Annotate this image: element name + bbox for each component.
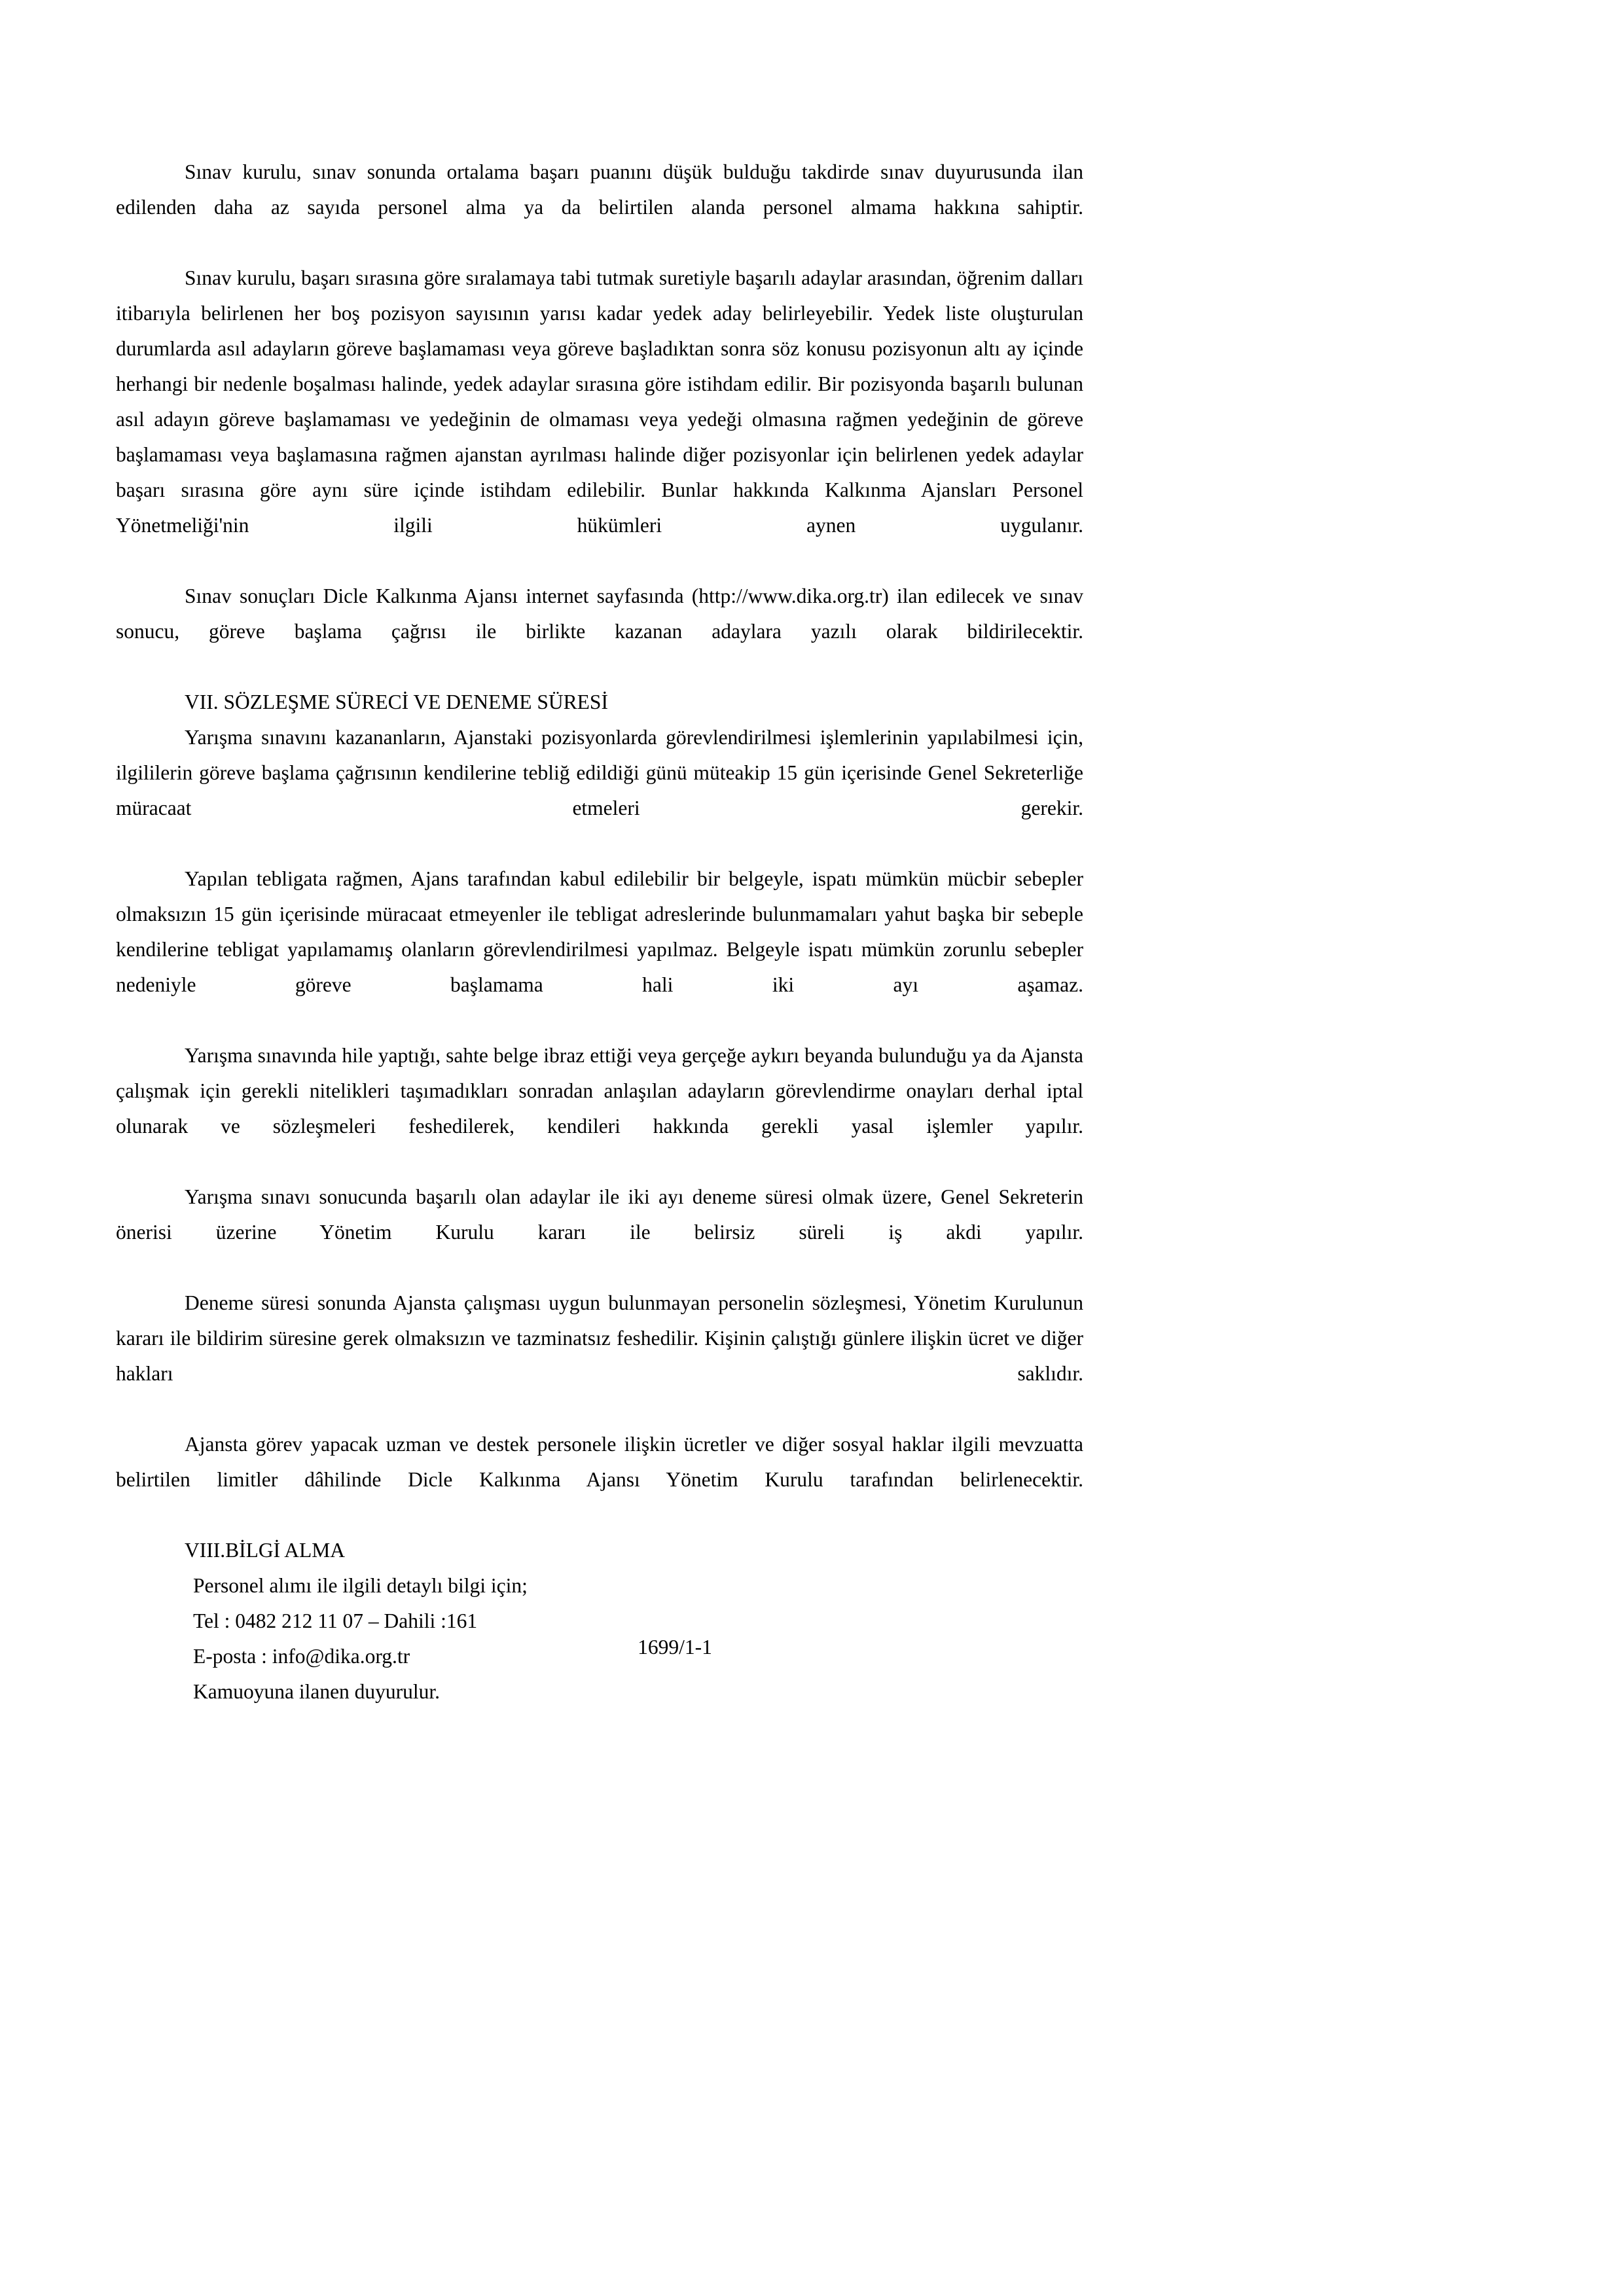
paragraph-deneme-suresi-is-akdi: Yarışma sınavı sonucunda başarılı olan adaylar ile iki ayı deneme süresi olmak üzere, Genel Sekreterin önerisi üzerine Yönetim Kurulu kararı ile belirsiz süreli iş akdi yapılır. bbox=[116, 1185, 1083, 1244]
footer-reference-number: 1699/1-1 bbox=[638, 1636, 712, 1659]
paragraph-yapilan-tebligata-ragmen: Yapılan tebligata rağmen, Ajans tarafından kabul edilebilir bir belgeyle, ispatı mümkün mücbir sebepler olmaksızın 15 gün içerisinde müracaat etmeyenler ile tebligat adreslerinde bulunmamaları yahut başka bir sebeple kendilerine tebligat yapılamamış olanların görevlendirilmesi yapılmaz. Belgeyle ispatı mümkün zorunlu sebepler nedeniyle göreve başlamama hali iki ayı aşamaz. bbox=[116, 867, 1083, 996]
paragraph-sinav-kurulu-ortalama: Sınav kurulu, sınav sonunda ortalama başarı puanını düşük bulduğu takdirde sınav duyurusunda ilan edilenden daha az sayıda personel alma ya da belirtilen alanda personel almama hakkına sahiptir. bbox=[116, 160, 1083, 219]
contact-line-email: E-posta : info@dika.org.tr bbox=[193, 1645, 410, 1668]
paragraph-deneme-suresi-fesih: Deneme süresi sonunda Ajansta çalışması uygun bulunmayan personelin sözleşmesi, Yönetim Kurulunun kararı ile bildirim süresine gerek olmaksızın ve tazminatsız feshedilir. Kişinin çalıştığı günlere ilişkin ücret ve diğer hakları saklıdır. bbox=[116, 1291, 1083, 1385]
contact-line-telephone: Tel : 0482 212 11 07 – Dahili :161 bbox=[193, 1609, 478, 1632]
paragraph-sinav-sonuclari: Sınav sonuçları Dicle Kalkınma Ajansı internet sayfasında (http://www.dika.org.tr) ilan edilecek ve sınav sonucu, göreve başlama çağrısı ile birlikte kazanan adaylara yazılı olarak bildirilecektir. bbox=[116, 584, 1083, 643]
section-heading-viii: VIII.BİLGİ ALMA bbox=[185, 1539, 345, 1562]
document-text-block bbox=[116, 154, 1083, 1710]
contact-line-announcement: Kamuoyuna ilanen duyurulur. bbox=[193, 1680, 441, 1703]
paragraph-yarisma-sinavini-kazananlar: Yarışma sınavını kazananların, Ajanstaki pozisyonlarda görevlendirilmesi işlemlerinin yapılabilmesi için, ilgililerin göreve başlama çağrısının kendilerine tebliğ edildiği günü müteakip 15 gün içerisinde Genel Sekreterliğe müracaat etmeleri gerekir. bbox=[116, 726, 1083, 819]
paragraph-sinav-kurulu-yedek-aday: Sınav kurulu, başarı sırasına göre sıralamaya tabi tutmak suretiyle başarılı adaylar arasından, öğrenim dalları itibarıyla belirlenen her boş pozisyon sayısının yarısı kadar yedek aday belirleyebilir. Yedek liste oluşturulan durumlarda asıl adayların göreve başlamaması veya göreve başladıktan sonra söz konusu pozisyonun altı ay içinde herhangi bir nedenle boşalması halinde, yedek adaylar sırasına göre istihdam edilir. Bir pozisyonda başarılı bulunan asıl adayın göreve başlamaması ve yedeğinin de olmaması veya yedeği olmasına rağmen yedeğinin de göreve başlamaması veya başlamasına rağmen ajanstan ayrılması halinde diğer pozisyonlar için belirlenen yedek adaylar başarı sırasına göre aynı süre içinde istihdam edilebilir. Bunlar hakkında Kalkınma Ajansları Personel Yönetmeliği'nin ilgili hükümleri aynen uygulanır. bbox=[116, 266, 1083, 537]
section-heading-vii: VII. SÖZLEŞME SÜRECİ VE DENEME SÜRESİ bbox=[185, 691, 608, 713]
paragraph-hile-yaptigi: Yarışma sınavında hile yaptığı, sahte belge ibraz ettiği veya gerçeğe aykırı beyanda bulunduğu ya da Ajansta çalışmak için gerekli nitelikleri taşımadıkları sonradan anlaşılan adayların görevlendirme onayları derhal iptal olunarak ve sözleşmeleri feshedilerek, kendileri hakkında gerekli yasal işlemler yapılır. bbox=[116, 1044, 1083, 1138]
paragraph-ucretler-sosyal-haklar: Ajansta görev yapacak uzman ve destek personele ilişkin ücretler ve diğer sosyal haklar ilgili mevzuatta belirtilen limitler dâhilinde Dicle Kalkınma Ajansı Yönetim Kurulu tarafından belirlenecektir. bbox=[116, 1433, 1083, 1491]
contact-line-info: Personel alımı ile ilgili detaylı bilgi için; bbox=[193, 1574, 528, 1597]
